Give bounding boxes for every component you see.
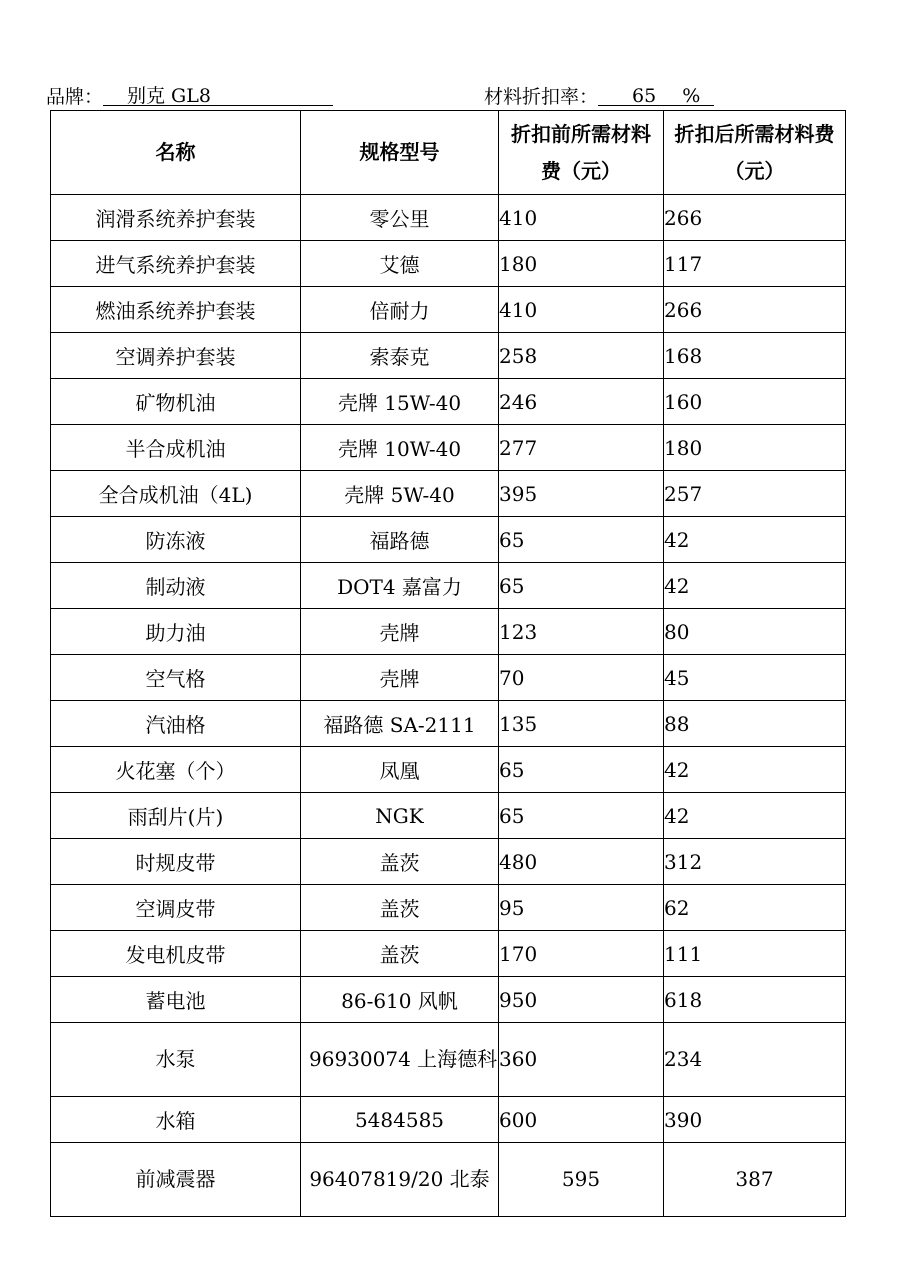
cell-after-discount: 390 xyxy=(664,1097,846,1143)
cell-after-discount: 387 xyxy=(664,1143,846,1217)
table-row xyxy=(51,287,846,333)
table-row xyxy=(51,1023,846,1097)
table-row xyxy=(51,931,846,977)
cell-before-discount: 65 xyxy=(499,563,664,609)
cell-after-discount: 160 xyxy=(664,379,846,425)
cell-before-discount: 600 xyxy=(499,1097,664,1143)
table-header-row xyxy=(51,111,846,195)
column-header-after-discount: 折扣后所需材料费（元） xyxy=(664,111,846,195)
cell-after-discount: 266 xyxy=(664,287,846,333)
cell-after-discount: 312 xyxy=(664,839,846,885)
cell-spec: 盖茨 xyxy=(301,839,499,885)
cell-after-discount: 234 xyxy=(664,1023,846,1097)
cell-after-discount: 42 xyxy=(664,563,846,609)
cell-spec: 索泰克 xyxy=(301,333,499,379)
brand-field xyxy=(46,84,333,110)
brand-value: 别克 GL8 xyxy=(103,84,333,106)
table-row xyxy=(51,793,846,839)
cell-spec: 96407819/20 北泰 xyxy=(301,1143,499,1217)
cell-name: 空调养护套装 xyxy=(51,333,301,379)
cell-spec: 壳牌 10W-40 xyxy=(301,425,499,471)
cell-name: 半合成机油 xyxy=(51,425,301,471)
cell-before-discount: 360 xyxy=(499,1023,664,1097)
discount-rate-label: 材料折扣率： xyxy=(484,86,599,108)
cell-name: 燃油系统养护套装 xyxy=(51,287,301,333)
cell-spec: 零公里 xyxy=(301,195,499,241)
cell-name: 火花塞（个） xyxy=(51,747,301,793)
cell-before-discount: 246 xyxy=(499,379,664,425)
cell-name: 水泵 xyxy=(51,1023,301,1097)
table-row xyxy=(51,655,846,701)
cell-name: 空调皮带 xyxy=(51,885,301,931)
document-header xyxy=(46,84,846,110)
column-header-before-discount: 折扣前所需材料费（元） xyxy=(499,111,664,195)
cell-before-discount: 277 xyxy=(499,425,664,471)
cell-spec: DOT4 嘉富力 xyxy=(301,563,499,609)
cell-before-discount: 65 xyxy=(499,517,664,563)
cell-spec: 福路德 SA-2111 xyxy=(301,701,499,747)
table-row xyxy=(51,517,846,563)
column-header-spec: 规格型号 xyxy=(301,111,499,195)
cell-after-discount: 257 xyxy=(664,471,846,517)
table-row xyxy=(51,609,846,655)
cell-before-discount: 950 xyxy=(499,977,664,1023)
cell-after-discount: 88 xyxy=(664,701,846,747)
cell-name: 水箱 xyxy=(51,1097,301,1143)
cell-name: 矿物机油 xyxy=(51,379,301,425)
discount-rate-value-box xyxy=(598,84,714,106)
cell-after-discount: 266 xyxy=(664,195,846,241)
table-row xyxy=(51,977,846,1023)
cell-before-discount: 95 xyxy=(499,885,664,931)
cell-name: 蓄电池 xyxy=(51,977,301,1023)
cell-name: 汽油格 xyxy=(51,701,301,747)
brand-label: 品牌： xyxy=(46,86,104,108)
cell-name: 进气系统养护套装 xyxy=(51,241,301,287)
cell-after-discount: 42 xyxy=(664,793,846,839)
cell-after-discount: 180 xyxy=(664,425,846,471)
cell-spec: 5484585 xyxy=(301,1097,499,1143)
materials-table xyxy=(50,110,846,1217)
cell-before-discount: 170 xyxy=(499,931,664,977)
cell-after-discount: 45 xyxy=(664,655,846,701)
cell-before-discount: 70 xyxy=(499,655,664,701)
discount-rate-field xyxy=(484,84,714,110)
cell-after-discount: 117 xyxy=(664,241,846,287)
table-row xyxy=(51,471,846,517)
cell-spec: 86-610 风帆 xyxy=(301,977,499,1023)
cell-name: 前减震器 xyxy=(51,1143,301,1217)
cell-before-discount: 65 xyxy=(499,793,664,839)
table-row xyxy=(51,1143,846,1217)
table-row xyxy=(51,379,846,425)
cell-spec: 壳牌 5W-40 xyxy=(301,471,499,517)
cell-spec: 凤凰 xyxy=(301,747,499,793)
cell-after-discount: 111 xyxy=(664,931,846,977)
cell-name: 全合成机油（4L) xyxy=(51,471,301,517)
table-row xyxy=(51,195,846,241)
table-row xyxy=(51,425,846,471)
discount-rate-value: 65 xyxy=(632,85,657,107)
cell-spec: 倍耐力 xyxy=(301,287,499,333)
table-row xyxy=(51,701,846,747)
cell-name: 润滑系统养护套装 xyxy=(51,195,301,241)
cell-spec: 福路德 xyxy=(301,517,499,563)
cell-after-discount: 62 xyxy=(664,885,846,931)
cell-spec: 盖茨 xyxy=(301,931,499,977)
cell-after-discount: 80 xyxy=(664,609,846,655)
cell-before-discount: 123 xyxy=(499,609,664,655)
cell-before-discount: 258 xyxy=(499,333,664,379)
cell-name: 雨刮片(片) xyxy=(51,793,301,839)
cell-after-discount: 618 xyxy=(664,977,846,1023)
cell-after-discount: 42 xyxy=(664,517,846,563)
cell-name: 发电机皮带 xyxy=(51,931,301,977)
table-row xyxy=(51,241,846,287)
cell-before-discount: 480 xyxy=(499,839,664,885)
cell-name: 时规皮带 xyxy=(51,839,301,885)
cell-name: 空气格 xyxy=(51,655,301,701)
cell-before-discount: 595 xyxy=(499,1143,664,1217)
cell-after-discount: 168 xyxy=(664,333,846,379)
table-row xyxy=(51,1097,846,1143)
cell-spec: 96930074 上海德科 xyxy=(301,1023,499,1097)
discount-rate-unit: % xyxy=(682,85,701,107)
table-row xyxy=(51,563,846,609)
table-row xyxy=(51,333,846,379)
table-row xyxy=(51,839,846,885)
cell-before-discount: 395 xyxy=(499,471,664,517)
cell-spec: 壳牌 xyxy=(301,609,499,655)
table-row xyxy=(51,747,846,793)
cell-after-discount: 42 xyxy=(664,747,846,793)
cell-before-discount: 410 xyxy=(499,287,664,333)
cell-before-discount: 180 xyxy=(499,241,664,287)
cell-name: 助力油 xyxy=(51,609,301,655)
cell-before-discount: 135 xyxy=(499,701,664,747)
table-row xyxy=(51,885,846,931)
cell-before-discount: 65 xyxy=(499,747,664,793)
cell-name: 防冻液 xyxy=(51,517,301,563)
cell-spec: 艾德 xyxy=(301,241,499,287)
cell-spec: 盖茨 xyxy=(301,885,499,931)
cell-before-discount: 410 xyxy=(499,195,664,241)
cell-name: 制动液 xyxy=(51,563,301,609)
cell-spec: 壳牌 xyxy=(301,655,499,701)
column-header-name: 名称 xyxy=(51,111,301,195)
cell-spec: NGK xyxy=(301,793,499,839)
cell-spec: 壳牌 15W-40 xyxy=(301,379,499,425)
